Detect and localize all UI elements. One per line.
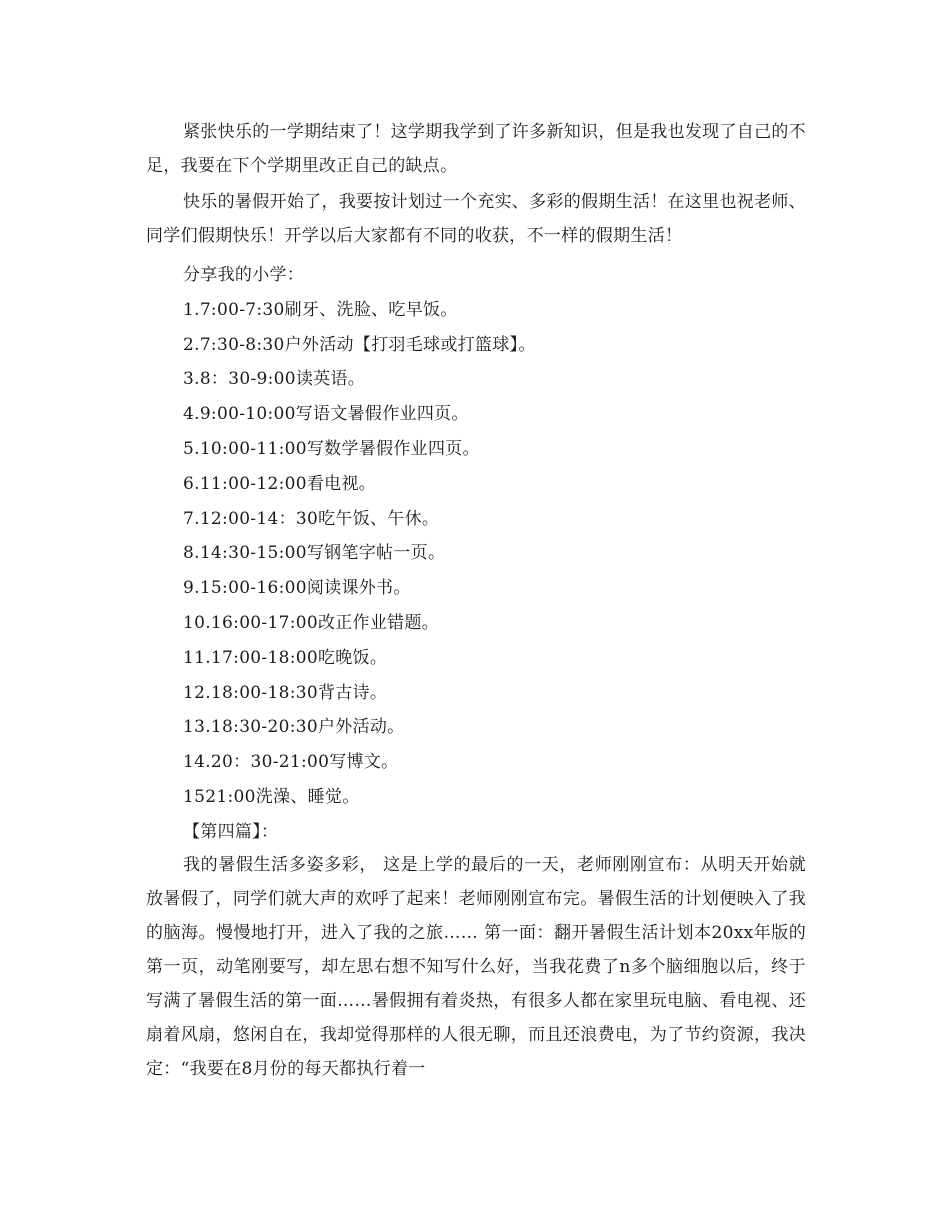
list-item: 10.16:00-17:00改正作业错题。 bbox=[183, 612, 440, 633]
share-heading: 分享我的小学： bbox=[183, 265, 305, 285]
intro-paragraph-2 bbox=[146, 185, 806, 253]
paragraph-text: 我的暑假生活多姿多彩， 这是上学的最后的一天，老师刚刚宣布：从明天开始就放暑假了，同学们就大声的欢呼了起来！老师刚刚宣布完。暑假生活的计划便映入了我的脑海。慢慢地打开，进入了我的之旅…… 第一面：翻开暑假生活计划本20xx年版的第一页，动笔刚要写，却左思右想不知写什么好，当我花费了n多个脑细胞以后，终于写满了暑假生活的第一面……暑假拥有着炎热，有很多人都在家里玩电脑、看电视、还扇着风扇，悠闲自在，我却觉得那样的人很无聊，而且还浪费电，为了节约资源，我决定：“我要在8月份的每天都执行着一 bbox=[146, 855, 806, 1079]
list-item: 4.9:00-10:00写语文暑假作业四页。 bbox=[183, 404, 469, 425]
intro-paragraph-1 bbox=[146, 115, 806, 183]
list-item: 2.7:30-8:30户外活动【打羽毛球或打篮球】。 bbox=[183, 334, 536, 355]
section-heading: 【第四篇】： bbox=[183, 821, 279, 842]
list-item: 3.8：30-9:00读英语。 bbox=[183, 369, 366, 390]
paragraph-text: 快乐的暑假开始了，我要按计划过一个充实、多彩的假期生活！在这里也祝老师、同学们假期快乐！开学以后大家都有不同的收获，不一样的假期生活！ bbox=[146, 192, 806, 246]
list-item: 6.11:00-12:00看电视。 bbox=[183, 473, 377, 494]
list-item: 1521:00洗澡、睡觉。 bbox=[183, 786, 360, 807]
list-item: 14.20：30-21:00写博文。 bbox=[183, 752, 399, 773]
list-item: 5.10:00-11:00写数学暑假作业四页。 bbox=[183, 438, 480, 459]
list-item: 9.15:00-16:00阅读课外书。 bbox=[183, 578, 411, 599]
paragraph-text: 紧张快乐的一学期结束了！这学期我学到了许多新知识，但是我也发现了自己的不足，我要在下个学期里改正自己的缺点。 bbox=[146, 122, 806, 176]
list-item: 13.18:30-20:30户外活动。 bbox=[183, 717, 405, 738]
list-item: 12.18:00-18:30背古诗。 bbox=[183, 682, 388, 703]
list-item: 8.14:30-15:00写钢笔字帖一页。 bbox=[183, 543, 446, 564]
schedule-list bbox=[146, 258, 806, 850]
body-paragraph bbox=[146, 848, 806, 1086]
list-item: 11.17:00-18:00吃晚饭。 bbox=[183, 647, 388, 668]
list-item: 7.12:00-14：30吃午饭、午休。 bbox=[183, 508, 440, 529]
list-item: 1.7:00-7:30刷牙、洗脸、吃早饭。 bbox=[183, 299, 458, 320]
